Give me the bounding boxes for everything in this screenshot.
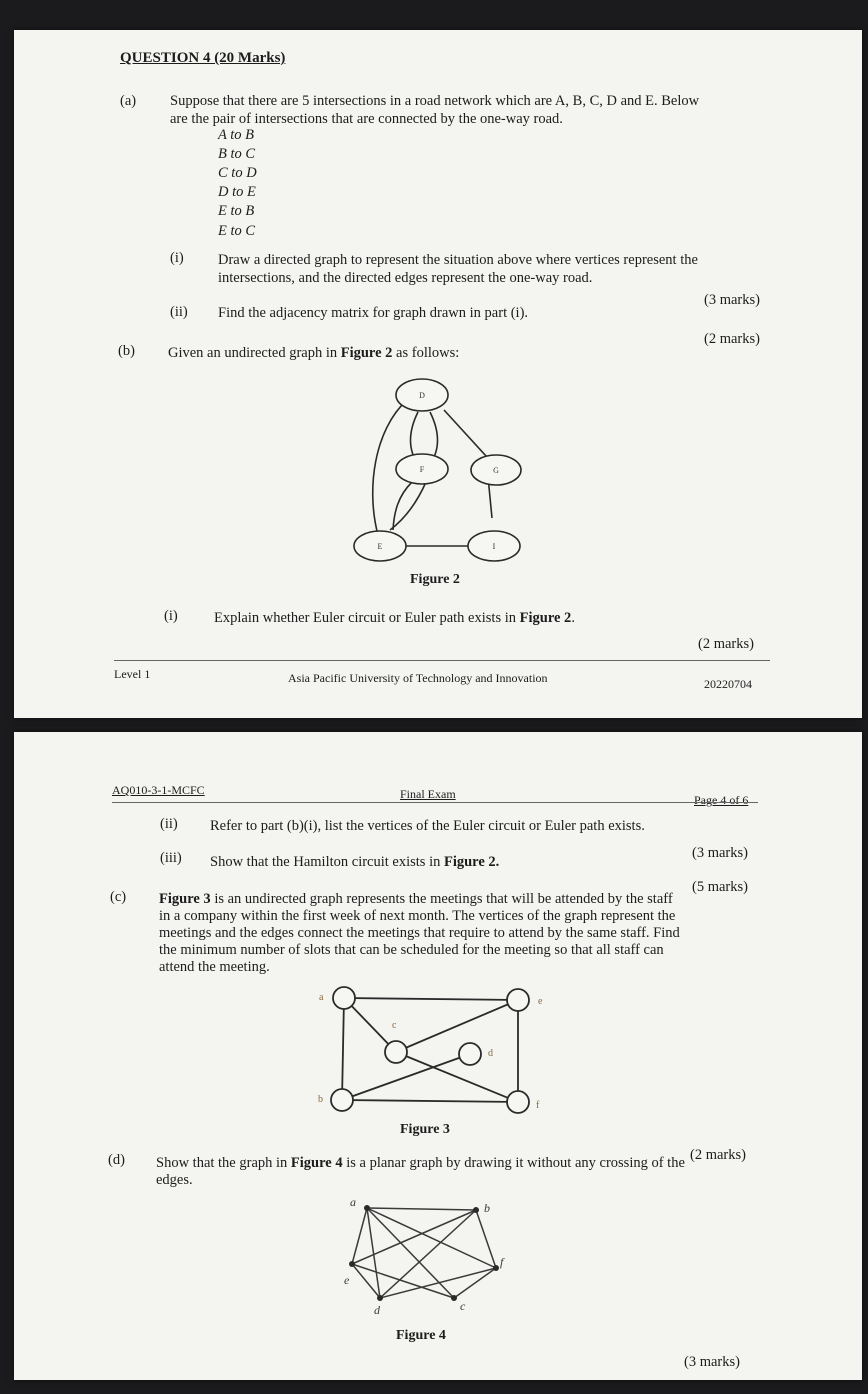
road-item: D to E (218, 184, 256, 200)
vertex-label: d (374, 1303, 380, 1317)
vertex-label: E (377, 542, 383, 551)
vertex-label: I (492, 542, 496, 551)
part-a-ii-label: (ii) (170, 304, 188, 320)
part-a-i-marks: (3 marks) (704, 292, 760, 308)
vertex-label: e (538, 996, 543, 1007)
footer-institution: Asia Pacific University of Technology and Innovation (288, 671, 548, 685)
part-b-ii-marks: (3 marks) (692, 845, 748, 861)
vertex-c (451, 1295, 457, 1301)
vertex-b (473, 1207, 479, 1213)
part-a-i-line2: intersections, and the directed edges represent the one-way road. (218, 270, 593, 286)
vertex-f (493, 1265, 499, 1271)
vertex-e (349, 1261, 355, 1267)
part-d-marks: (3 marks) (684, 1354, 740, 1370)
edge-f-e-1 (393, 482, 412, 530)
edge-b-d (380, 1210, 476, 1298)
road-item: E to C (218, 223, 256, 239)
vertex-label: c (460, 1299, 466, 1313)
part-a-i-line1: Draw a directed graph to represent the situation above where vertices represent the (218, 252, 698, 268)
part-c-label: (c) (110, 889, 127, 905)
road-item: E to B (218, 203, 255, 219)
part-b-ii-label: (ii) (160, 816, 178, 832)
edge-f-c (454, 1268, 496, 1298)
part-a-intro-line1: Suppose that there are 5 intersections in a road network which are A, B, C, D and E. Below (170, 93, 700, 109)
part-b-iii-label: (iii) (160, 850, 182, 866)
footer-level: Level 1 (114, 667, 151, 681)
part-a-ii-text: Find the adjacency matrix for graph drawn in part (i). (218, 305, 529, 321)
figure-2-caption: Figure 2 (410, 572, 460, 587)
part-b-i-text: Explain whether Euler circuit or Euler path exists in Figure 2. (214, 610, 575, 626)
exam-page-1 (14, 30, 862, 718)
vertex-label: b (484, 1201, 490, 1215)
header-page: Page 4 of 6 (694, 793, 749, 807)
vertex-a (364, 1205, 370, 1211)
figure-4-graph (14, 732, 862, 1380)
vertex-label: G (493, 466, 499, 475)
edge-a-c (367, 1208, 454, 1298)
part-b-label: (b) (118, 343, 135, 359)
footer-code: 20220704 (704, 677, 752, 691)
road-item: B to C (218, 146, 256, 162)
figure-3-caption: Figure 3 (400, 1122, 450, 1137)
part-c-line1: Figure 3 is an undirected graph represents the meetings that will be attended by the staff (159, 891, 673, 907)
figure-4-caption: Figure 4 (396, 1328, 446, 1343)
part-d-label: (d) (108, 1152, 125, 1168)
road-item: C to D (218, 165, 257, 181)
vertex-label: f (500, 1255, 504, 1269)
part-a-i-label: (i) (170, 250, 184, 266)
vertex-d (377, 1295, 383, 1301)
part-c-line4: the minimum number of slots that can be scheduled for the meeting so that all staff can (159, 942, 664, 958)
exam-page-2 (14, 732, 862, 1380)
part-c-marks: (2 marks) (690, 1147, 746, 1163)
part-b-iii-text: Show that the Hamilton circuit exists in Figure 2. (210, 854, 500, 870)
vertex-label: e (344, 1273, 350, 1287)
part-d-line2: edges. (156, 1172, 193, 1188)
question-title: QUESTION 4 (20 Marks) (120, 50, 286, 66)
part-a-intro-line2: are the pair of intersections that are connected by the one-way road. (170, 111, 563, 127)
part-b-i-marks: (2 marks) (698, 636, 754, 652)
vertex-label: a (319, 992, 324, 1003)
part-c-line3: meetings and the edges connect the meetings that require to attend by the same staff. Find (159, 925, 680, 941)
vertex-label: b (318, 1094, 323, 1105)
edge-a-e (352, 1208, 367, 1264)
part-c-line5: attend the meeting. (159, 959, 270, 975)
header-module: AQ010-3-1-MCFC (112, 783, 205, 797)
footer-rule (114, 660, 770, 661)
edge-f-e-2 (390, 482, 426, 530)
vertex-label: a (350, 1195, 356, 1209)
vertex-label: c (392, 1020, 397, 1031)
vertex-label: D (419, 391, 425, 400)
part-b-i-label: (i) (164, 608, 178, 624)
road-item: A to B (218, 127, 254, 143)
vertex-label: d (488, 1048, 493, 1059)
part-a-ii-marks: (2 marks) (704, 331, 760, 347)
part-d-line1: Show that the graph in Figure 4 is a planar graph by drawing it without any crossing of the (156, 1155, 685, 1171)
vertex-label: f (536, 1100, 540, 1111)
edge-e-c (352, 1264, 454, 1298)
edge-a-f (367, 1208, 496, 1268)
header-exam: Final Exam (400, 787, 456, 801)
part-b-intro: Given an undirected graph in Figure 2 as follows: (168, 345, 460, 361)
vertex-label: F (419, 465, 425, 474)
part-b-iii-marks: (5 marks) (692, 879, 748, 895)
part-c-line2: in a company within the first week of next month. The vertices of the graph represent the (159, 908, 676, 924)
edge-a-b (367, 1208, 476, 1210)
part-b-ii-text: Refer to part (b)(i), list the vertices of the Euler circuit or Euler path exists. (210, 818, 645, 834)
part-a-label: (a) (120, 93, 137, 109)
